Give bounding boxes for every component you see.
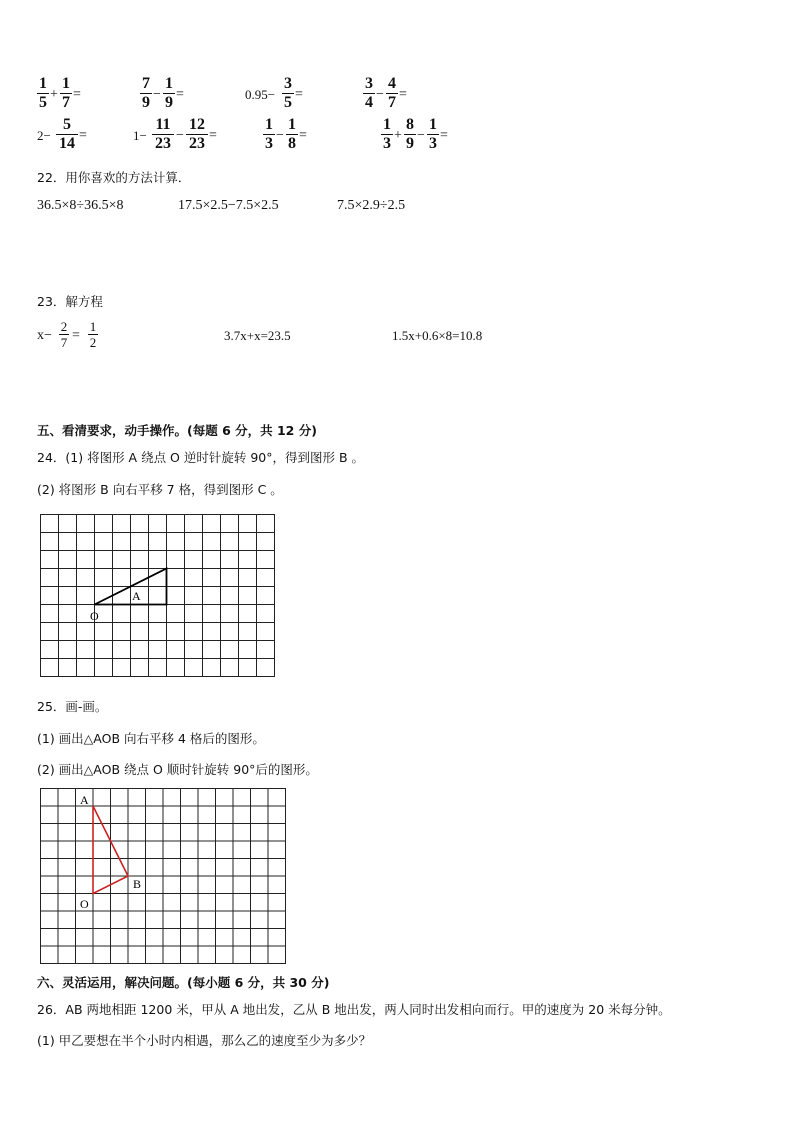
q25-instruction-2: (2) 画出△AOB 绕点 O 顺时针旋转 90°后的图形。	[37, 762, 318, 777]
equals-sign: =	[440, 128, 448, 143]
operator: +	[50, 87, 58, 102]
expression-prefix: 0.95−	[245, 87, 276, 102]
q22-title: 22．用你喜欢的方法计算．	[37, 170, 191, 185]
equals-sign: =	[295, 87, 303, 102]
equals-sign: =	[299, 128, 307, 143]
point-o-label: O	[90, 609, 99, 623]
fraction: 1 3	[383, 116, 391, 152]
fraction: 8 9	[406, 116, 414, 152]
q23-equation-3: 1.5x+0.6×8=10.8	[392, 328, 483, 343]
q22-expression-1: 36.5×8÷36.5×8	[37, 198, 124, 213]
fraction: 3 4	[365, 75, 373, 111]
equals-sign: =	[79, 128, 87, 143]
equation-prefix: x−	[37, 328, 52, 343]
q23-title: 23．解方程	[37, 294, 103, 309]
operator: −	[276, 128, 284, 143]
section-6-heading: 六、灵活运用，解决问题。(每小题 6 分，共 30 分)	[37, 975, 330, 990]
fraction: 7 9	[142, 75, 150, 111]
equals-sign: =	[72, 328, 80, 343]
operator: −	[417, 128, 425, 143]
fraction: 5 14	[56, 117, 78, 152]
operator: +	[394, 128, 402, 143]
fraction: 2 7	[60, 319, 68, 350]
fraction: 1 7	[62, 75, 70, 111]
section-5-heading: 五、看清要求，动手操作。(每题 6 分，共 12 分)	[37, 423, 317, 438]
operator: −	[153, 87, 161, 102]
q24-instruction-1: 24．(1) 将图形 A 绕点 O 逆时针旋转 90°，得到图形 B 。	[37, 450, 365, 465]
q26-problem-text: 26．AB 两地相距 1200 米，甲从 A 地出发，乙从 B 地出发，两人同时出发相向而行。甲的速度为 20 米每分钟。	[37, 1002, 671, 1017]
point-a-label: A	[80, 793, 89, 807]
q25-instruction-1: (1) 画出△AOB 向右平移 4 格后的图形。	[37, 731, 265, 746]
fraction: 1 8	[288, 116, 296, 152]
fraction: 1 2	[89, 319, 97, 350]
fraction: 1 3	[265, 116, 273, 152]
operator: −	[376, 87, 384, 102]
equals-sign: =	[209, 128, 217, 143]
fraction: 1 3	[429, 116, 437, 152]
q25-title: 25．画-画。	[37, 699, 108, 714]
operator: −	[176, 128, 184, 143]
equals-sign: =	[176, 87, 184, 102]
point-o-label: O	[80, 897, 89, 911]
fraction: 1 5	[39, 75, 47, 111]
fraction: 12 23	[186, 117, 208, 152]
fraction: 1 9	[165, 75, 173, 111]
q25-grid-figure	[40, 788, 288, 966]
q24-instruction-2: (2) 将图形 B 向右平移 7 格，得到图形 C 。	[37, 482, 283, 497]
figure-a-label: A	[132, 589, 141, 603]
fraction: 4 7	[388, 75, 396, 111]
fraction: 3 5	[284, 75, 292, 111]
q22-expression-3: 7.5×2.9÷2.5	[337, 198, 406, 213]
expression-prefix: 2−	[37, 128, 51, 143]
q23-equation-2: 3.7x+x=23.5	[224, 328, 291, 343]
q22-expression-2: 17.5×2.5−7.5×2.5	[178, 198, 279, 213]
q26-subquestion-1: (1) 甲乙要想在半个小时内相遇，那么乙的速度至少为多少？	[37, 1033, 372, 1048]
point-b-label: B	[133, 877, 142, 891]
equals-sign: =	[73, 87, 81, 102]
expression-prefix: 1−	[133, 128, 147, 143]
q24-grid-figure	[40, 514, 276, 678]
equals-sign: =	[399, 87, 407, 102]
fraction: 11 23	[152, 117, 174, 152]
